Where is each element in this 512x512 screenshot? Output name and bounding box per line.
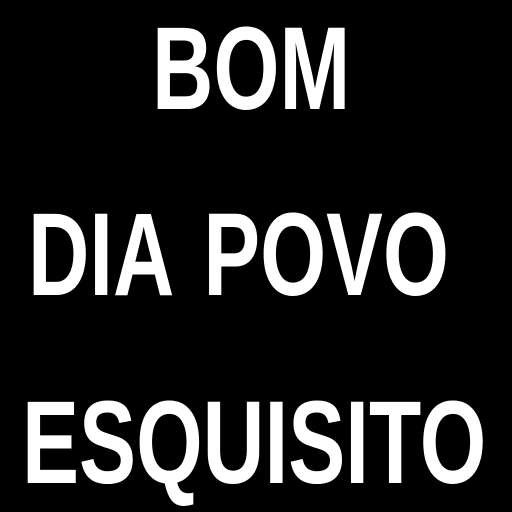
text-line-bom: BOM	[152, 3, 351, 135]
text-line-dia-povo: DIA POVO	[28, 189, 449, 321]
text-line-esquisito: ESQUISITO	[22, 377, 487, 509]
